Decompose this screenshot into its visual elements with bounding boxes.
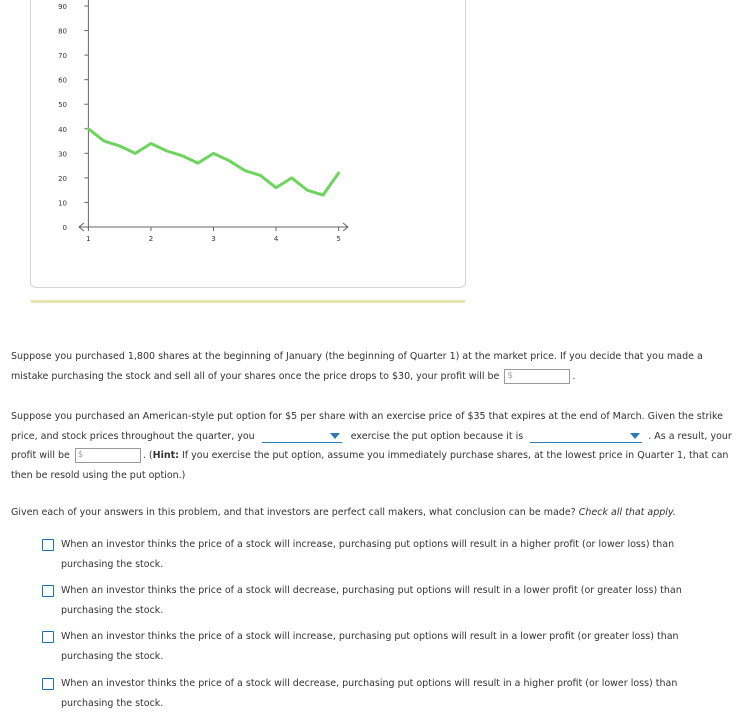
hint-text: If you exercise the put option, assume you immediately purchase shares, at the lowest price in Quarter 1, that can then be resold using the put option.) xyxy=(11,450,728,481)
hint-label: Hint: xyxy=(153,450,179,461)
option-item[interactable] xyxy=(42,627,702,666)
checkbox[interactable] xyxy=(42,631,54,643)
profit-input-q1[interactable] xyxy=(504,369,570,384)
section-divider xyxy=(31,300,465,303)
y-tick-label: 50 xyxy=(58,101,67,109)
x-tick-label: 2 xyxy=(149,235,153,243)
stock-price-chart xyxy=(31,0,465,287)
chevron-down-icon xyxy=(330,433,340,439)
question-2-part4: . ( xyxy=(143,450,153,461)
checkbox[interactable] xyxy=(42,678,54,690)
question-3 xyxy=(11,503,737,523)
exercise-decision-dropdown[interactable] xyxy=(262,430,342,443)
checkbox[interactable] xyxy=(42,539,54,551)
x-tick-label: 5 xyxy=(336,235,340,243)
question-1 xyxy=(11,347,737,386)
question-2-part2: exercise the put option because it is xyxy=(351,431,523,442)
option-moneyness-dropdown[interactable] xyxy=(530,430,642,443)
question-2 xyxy=(11,407,737,485)
y-tick-label: 30 xyxy=(58,150,67,158)
question-1-end: . xyxy=(572,371,575,382)
y-tick-label: 0 xyxy=(63,224,67,232)
y-tick-label: 90 xyxy=(58,3,67,11)
question-1-text: Suppose you purchased 1,800 shares at the beginning of January (the beginning of Quarter 1) at the market price. If you decide that you made a mistake purchasing the stock and sell all of your shares once the price drops to $30, your profit will be xyxy=(11,351,703,382)
stock-price-chart-card xyxy=(30,0,466,288)
y-tick-label: 40 xyxy=(58,126,67,134)
y-tick-label: 70 xyxy=(58,52,67,60)
option-label: When an investor thinks the price of a stock will increase, purchasing put options will result in a higher profit (or lower loss) than purchasing the stock. xyxy=(61,535,702,574)
question-3-text: Given each of your answers in this problem, and that investors are perfect call makers, what conclusion can be made? xyxy=(11,507,576,518)
x-tick-label: 4 xyxy=(274,235,279,243)
question-2-part1: Suppose you purchased an American-style put option for $5 per share with an exercise price of $35 that expires at the end of March. Given the strike price, and stock prices throughout the quarter, you xyxy=(11,411,723,442)
y-tick-label: 60 xyxy=(58,77,67,85)
checkbox[interactable] xyxy=(42,585,54,597)
y-tick-label: 80 xyxy=(58,28,67,36)
y-tick-label: 10 xyxy=(58,199,67,207)
x-tick-label: 1 xyxy=(86,235,90,243)
option-item[interactable] xyxy=(42,581,702,620)
y-tick-label: 20 xyxy=(58,175,67,183)
question-2-part3: . As a result, your profit will be xyxy=(11,431,732,462)
option-label: When an investor thinks the price of a stock will increase, purchasing put options will result in a lower profit (or greater loss) than purchasing the stock. xyxy=(61,627,702,666)
option-label: When an investor thinks the price of a stock will decrease, purchasing put options will result in a lower profit (or greater loss) than purchasing the stock. xyxy=(61,581,702,620)
option-item[interactable] xyxy=(42,535,702,574)
chevron-down-icon xyxy=(630,433,640,439)
question-3-instruction: Check all that apply. xyxy=(579,507,676,518)
profit-input-q2[interactable] xyxy=(75,448,141,463)
dollar-sign: $ xyxy=(78,449,83,462)
dollar-sign: $ xyxy=(507,370,512,383)
option-label: When an investor thinks the price of a stock will decrease, purchasing put options will result in a higher profit (or lower loss) than purchasing the stock. xyxy=(61,674,702,713)
x-tick-label: 3 xyxy=(211,235,215,243)
stock-price-line xyxy=(88,129,338,195)
option-item[interactable] xyxy=(42,674,702,713)
